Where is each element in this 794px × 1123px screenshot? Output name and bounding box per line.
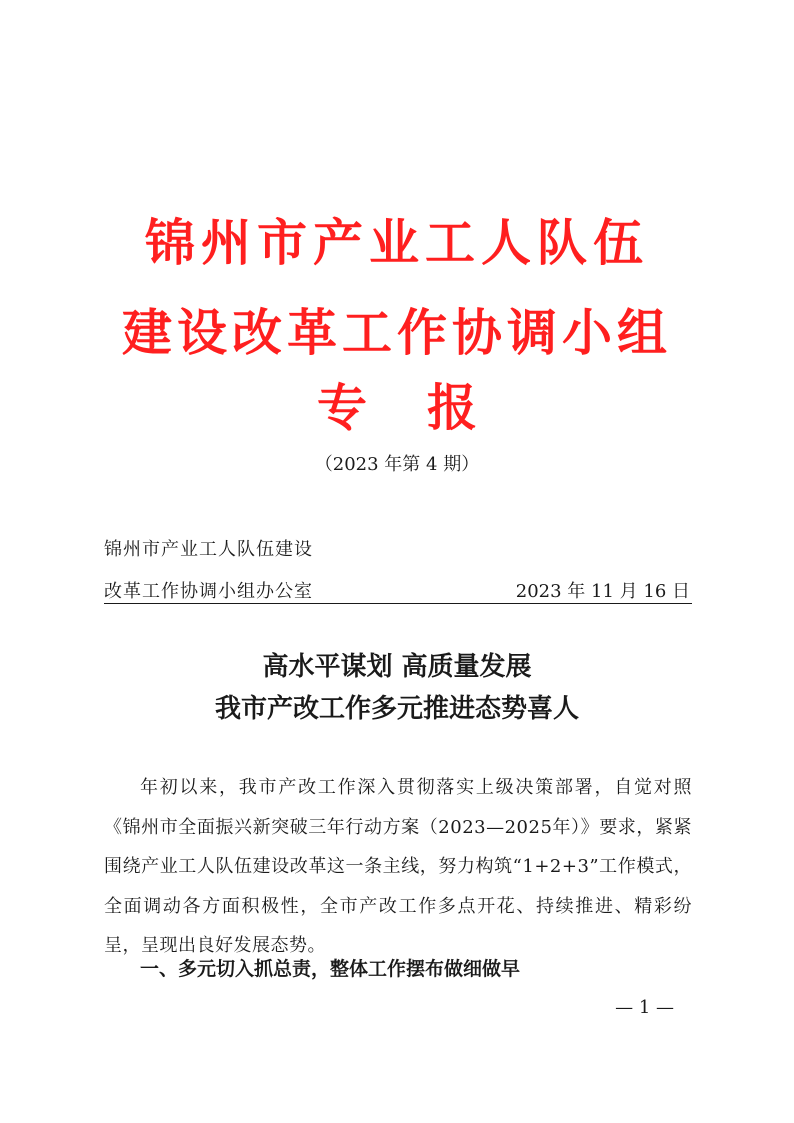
masthead-title-line-1: 锦州市产业工人队伍 (145, 213, 649, 272)
issue-date: 2023 年 11 月 16 日 (515, 581, 690, 602)
section-heading: 一、多元切入抓总责，整体工作摆布做细做早 (140, 958, 521, 980)
body-paragraph: 年初以来，我市产改工作深入贯彻落实上级决策部署，自觉对照《锦州市全面振兴新突破三年行动方案（2023—2025年）》要求，紧紧围绕产业工人队伍建设改革这一条主线，努力构筑“1+2+3”工作模式，全面调动各方面积极性，全市产改工作多点开花、持续推进、精彩纷呈，呈现出良好发展态势。 (104, 777, 692, 956)
header-divider (104, 603, 692, 604)
headline-line-2: 我市产改工作多元推进态势喜人 (214, 694, 579, 724)
page-number: — 1 — (615, 997, 674, 1018)
headline-line-1: 高水平谋划 高质量发展 (262, 652, 532, 682)
masthead-title-line-3: 专报 (317, 378, 537, 437)
issue-number: （2023 年第 4 期） (314, 454, 480, 475)
issuer-line-2: 改革工作协调小组办公室 (104, 581, 313, 602)
issuer-line-1: 锦州市产业工人队伍建设 (104, 539, 313, 560)
masthead-title-line-2: 建设改革工作协调小组 (122, 303, 672, 362)
